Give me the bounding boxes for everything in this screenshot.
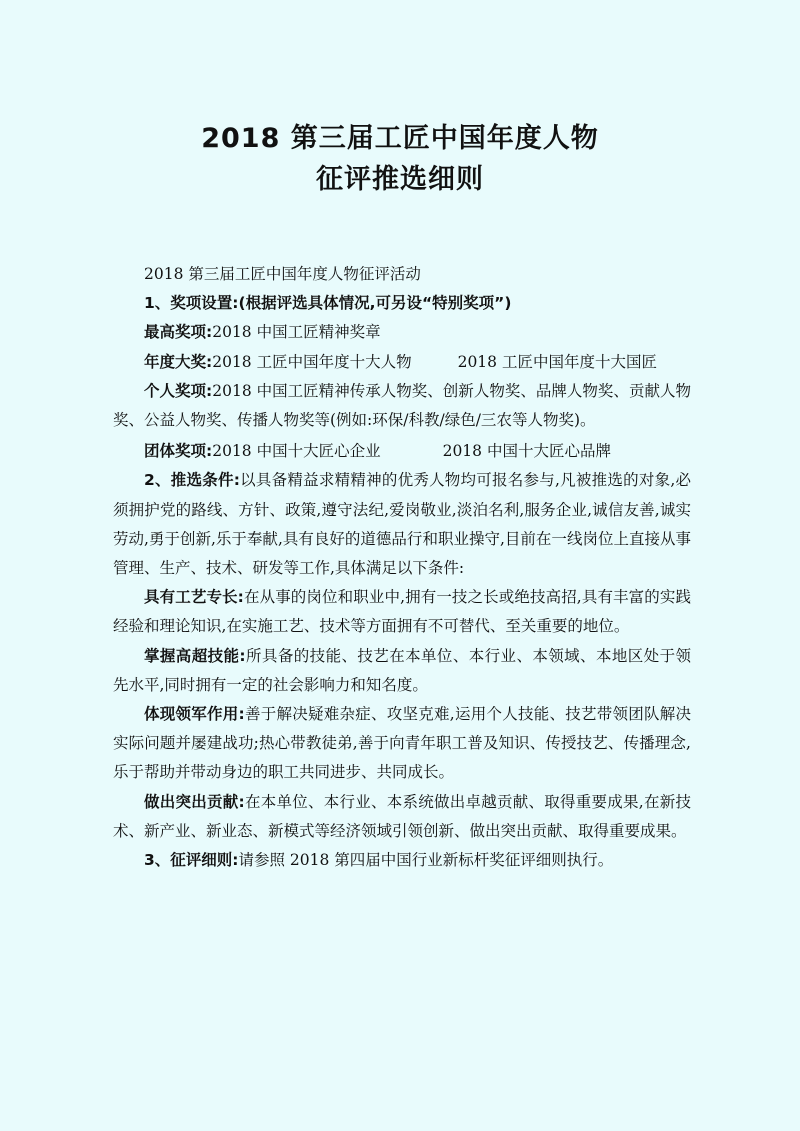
document-body <box>113 260 691 875</box>
annual-award-value2: 2018 工匠中国年度十大国匠 <box>457 352 657 371</box>
individual-award-label: 个人奖项: <box>144 381 213 400</box>
condition-paragraph <box>113 642 691 700</box>
top-award-line <box>113 318 691 347</box>
document-title-line2: 征评推选细则 <box>316 164 484 195</box>
section3-label: 3、征评细则: <box>144 851 239 870</box>
condition-value: 在从事的岗位和职业中,拥有一技之长或绝技高招,具有丰富的实践经验和理论知识,在实施工艺、技术等方面拥有不可替代、至关重要的地位。 <box>113 588 691 636</box>
condition-label: 具有工艺专长: <box>144 588 244 607</box>
group-award-line <box>113 437 691 466</box>
condition-paragraph <box>113 700 691 788</box>
individual-award-value: 2018 中国工匠精神传承人物奖、创新人物奖、品牌人物奖、贡献人物奖、公益人物奖、传播人物奖等(例如:环保/科教/绿色/三农等人物奖)。 <box>113 381 691 430</box>
condition-paragraph <box>113 583 691 641</box>
section1-heading: 1、奖项设置:(根据评选具体情况,可另设“特别奖项”) <box>144 294 512 313</box>
condition-value: 在本单位、本行业、本系统做出卓越贡献、取得重要成果,在新技术、新产业、新业态、新模式等经济领域引领创新、做出突出贡献、取得重要成果。 <box>113 792 691 840</box>
group-award-label: 团体奖项: <box>144 442 213 461</box>
top-award-label: 最高奖项: <box>144 323 213 342</box>
section2-value: 以具备精益求精精神的优秀人物均可报名参与,凡被推选的对象,必须拥护党的路线、方针、政策,遵守法纪,爱岗敬业,淡泊名利,服务企业,诚信友善,诚实劳动,勇于创新,乐于奉献,具有良好的道德品行和职业操守,目前在一线岗位上直接从事管理、生产、技术、研发等工作,具体满足以下条件: <box>113 471 692 578</box>
condition-value: 善于解决疑难杂症、攻坚克难,运用个人技能、技艺带领团队解决实际问题并屡建战功;热心带教徒弟,善于向青年职工普及知识、传授技艺、传播理念,乐于帮助并带动身边的职工共同进步、共同成长。 <box>113 705 691 782</box>
top-award-value: 2018 中国工匠精神奖章 <box>212 323 381 342</box>
condition-label: 做出突出贡献: <box>144 792 245 811</box>
condition-value: 所具备的技能、技艺在本单位、本行业、本领域、本地区处于领先水平,同时拥有一定的社会影响力和知名度。 <box>113 646 691 694</box>
condition-label: 掌握高超技能: <box>144 646 246 665</box>
annual-award-value1: 2018 工匠中国年度十大人物 <box>212 352 412 371</box>
annual-award-line <box>113 348 691 377</box>
section2-label: 2、推选条件: <box>144 471 240 490</box>
group-award-value1: 2018 中国十大匠心企业 <box>212 442 381 461</box>
section3-paragraph <box>113 846 691 875</box>
individual-award-paragraph <box>113 377 691 435</box>
annual-award-label: 年度大奖: <box>144 352 213 371</box>
intro-paragraph: 2018 第三届工匠中国年度人物征评活动 <box>144 265 421 283</box>
section3-value: 请参照 2018 第四届中国行业新标杆奖征评细则执行。 <box>238 851 614 870</box>
condition-paragraph <box>113 788 691 846</box>
document-title-line1: 2018 第三届工匠中国年度人物 <box>201 123 599 154</box>
section2-paragraph <box>113 466 691 583</box>
group-award-value2: 2018 中国十大匠心品牌 <box>442 442 611 461</box>
condition-label: 体现领军作用: <box>144 705 245 724</box>
